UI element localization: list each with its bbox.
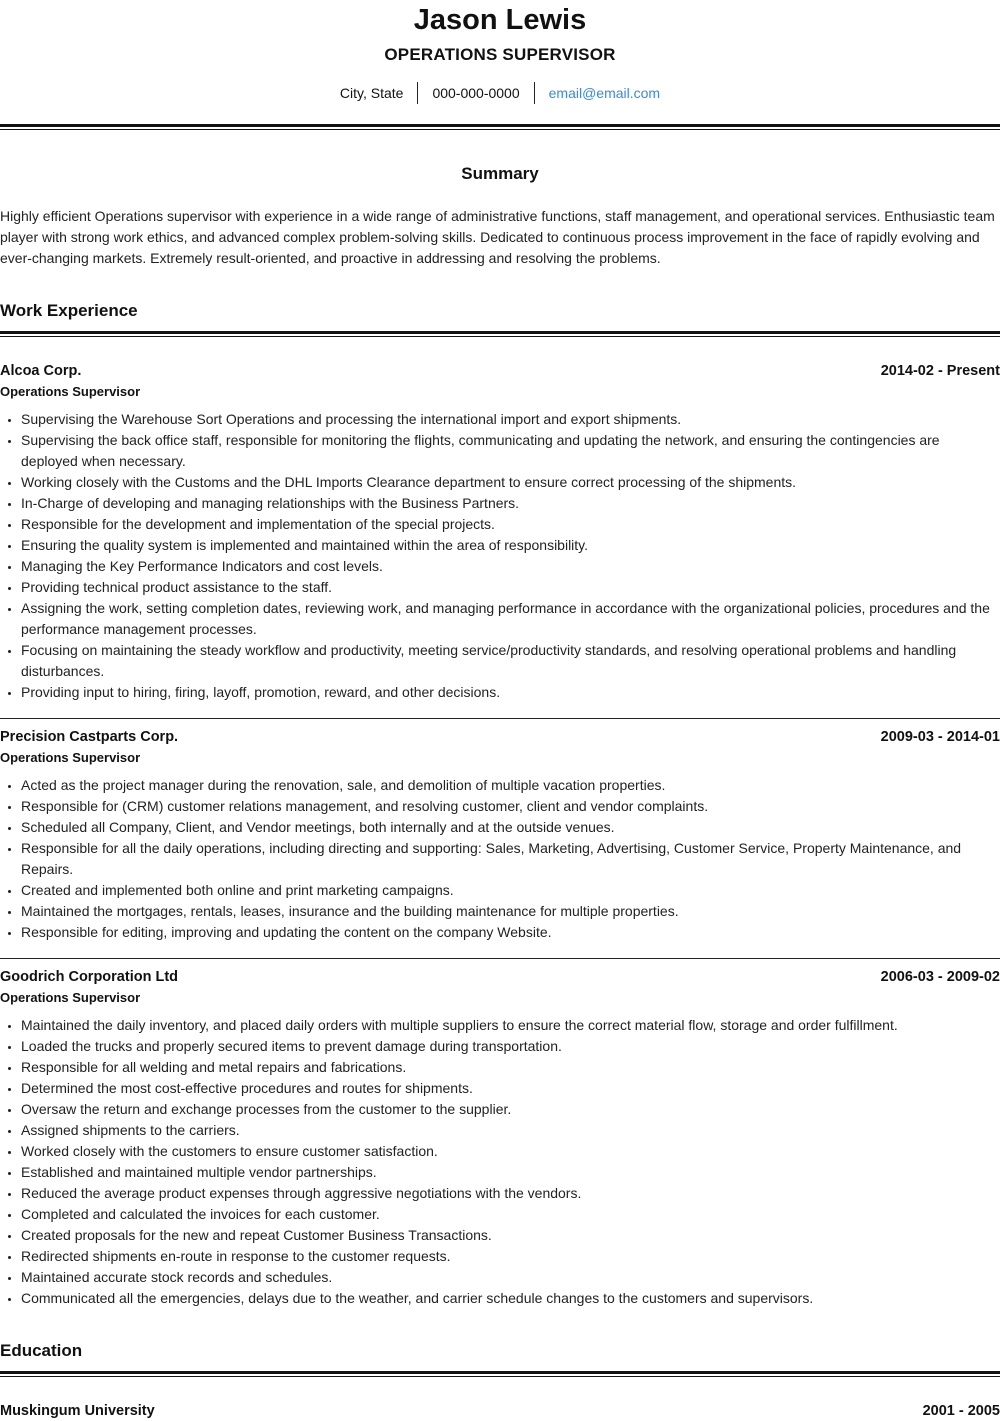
job-bullet: • Determined the most cost-effective procedures and routes for shipments. — [21, 1078, 1000, 1099]
job-header — [0, 361, 1000, 381]
job-company: Precision Castparts Corp. — [0, 729, 179, 745]
job-dates: 2009-03 - 2014-01 — [880, 729, 1000, 745]
job-divider — [0, 718, 1000, 719]
job-bullet: • Completed and calculated the invoices for each customer. — [21, 1204, 1000, 1225]
job-company: Goodrich Corporation Ltd — [0, 969, 179, 985]
job-bullet: • Maintained the daily inventory, and placed daily orders with multiple suppliers to ensure the correct material flow, storage and order fulfillment. — [21, 1015, 1000, 1036]
education-divider — [0, 1371, 1000, 1377]
education-heading: Education — [0, 1341, 83, 1360]
candidate-name: Jason Lewis — [413, 4, 587, 36]
job-bullet: • Supervising the back office staff, responsible for monitoring the flights, communicating and updating the network, and ensuring the contingencies are deployed when necessary. — [21, 430, 1000, 472]
job-bullet: • Acted as the project manager during the renovation, sale, and demolition of multiple vacation properties. — [21, 775, 1000, 796]
job-bullet: • Working closely with the Customs and the DHL Imports Clearance department to ensure correct processing of the shipments. — [21, 472, 1000, 493]
job-bullet: • Scheduled all Company, Client, and Vendor meetings, both internally and at the outside venues. — [21, 817, 1000, 838]
job-bullet: • Reduced the average product expenses through aggressive negotiations with the vendors. — [21, 1183, 1000, 1204]
summary-heading: Summary — [461, 164, 539, 183]
job-bullet: • Assigning the work, setting completion dates, reviewing work, and managing performance in accordance with the organizational policies, procedures and the performance management processes. — [21, 598, 1000, 640]
job-divider — [0, 958, 1000, 959]
candidate-title: OPERATIONS SUPERVISOR — [384, 45, 616, 64]
job-role: Operations Supervisor — [0, 384, 141, 399]
job-bullet: • Responsible for all welding and metal repairs and fabrications. — [21, 1057, 1000, 1078]
job-bullet: • Created and implemented both online and print marketing campaigns. — [21, 880, 1000, 901]
job-bullet: • Redirected shipments en-route in response to the customer requests. — [21, 1246, 1000, 1267]
contact-email-link[interactable]: email@email.com — [548, 85, 661, 101]
contact-location: City, State — [339, 85, 404, 101]
job-role: Operations Supervisor — [0, 990, 141, 1005]
education-entry — [0, 1401, 1000, 1421]
work-experience-divider — [0, 331, 1000, 337]
job-header — [0, 727, 1000, 747]
job-bullet: • Established and maintained multiple vendor partnerships. — [21, 1162, 1000, 1183]
job-entry — [0, 967, 1000, 1309]
job-role: Operations Supervisor — [0, 750, 141, 765]
job-bullet: • Ensuring the quality system is implemented and maintained within the area of responsibility. — [21, 535, 1000, 556]
job-bullet: • Assigned shipments to the carriers. — [21, 1120, 1000, 1141]
job-bullet: • Maintained accurate stock records and schedules. — [21, 1267, 1000, 1288]
job-bullet: • Responsible for the development and implementation of the special projects. — [21, 514, 1000, 535]
summary-text: Highly efficient Operations supervisor with experience in a wide range of administrative functions, staff management, and operational services. Enthusiastic team player with strong work ethics, and advanced complex problem-solving skills. Dedicated to continuous process improvement in the face of rapidly evolving and ever-changing markets. Extremely result-oriented, and proactive in addressing and resolving the problems. — [0, 208, 995, 266]
job-bullet: • Loaded the trucks and properly secured items to prevent damage during transportation. — [21, 1036, 1000, 1057]
job-bullet: • Providing technical product assistance to the staff. — [21, 577, 1000, 598]
contact-phone: 000-000-0000 — [432, 85, 520, 101]
job-bullet: • Responsible for all the daily operations, including directing and supporting: Sales, Marketing, Advertising, Customer Service, Property Maintenance, and Repairs. — [21, 838, 1000, 880]
education-header — [0, 1401, 1000, 1421]
resume-header — [0, 0, 1000, 105]
job-bullet: • Responsible for (CRM) customer relations management, and resolving customer, client and vendor complaints. — [21, 796, 1000, 817]
education-dates: 2001 - 2005 — [922, 1403, 1000, 1419]
job-bullet: • Managing the Key Performance Indicators and cost levels. — [21, 556, 1000, 577]
job-dates: 2006-03 - 2009-02 — [880, 969, 1000, 985]
job-bullet: • Focusing on maintaining the steady workflow and productivity, meeting service/productivity standards, and resolving operational problems and handling disturbances. — [21, 640, 1000, 682]
job-bullets — [0, 1015, 1000, 1309]
job-bullet: • Created proposals for the new and repeat Customer Business Transactions. — [21, 1225, 1000, 1246]
job-bullet: • Responsible for editing, improving and updating the content on the company Website. — [21, 922, 1000, 943]
job-bullet: • Worked closely with the customers to ensure customer satisfaction. — [21, 1141, 1000, 1162]
job-bullet: • Communicated all the emergencies, delays due to the weather, and carrier schedule changes to the customers and supervisors. — [21, 1288, 1000, 1309]
job-bullet: • Supervising the Warehouse Sort Operations and processing the international import and export shipments. — [21, 409, 1000, 430]
job-bullet: • Oversaw the return and exchange processes from the customer to the supplier. — [21, 1099, 1000, 1120]
job-bullet: • Providing input to hiring, firing, layoff, promotion, reward, and other decisions. — [21, 682, 1000, 703]
job-bullets — [0, 775, 1000, 943]
job-bullet: • In-Charge of developing and managing relationships with the Business Partners. — [21, 493, 1000, 514]
header-divider — [0, 124, 1000, 130]
education-school: Muskingum University — [0, 1403, 155, 1419]
job-entry — [0, 727, 1000, 943]
job-entry — [0, 361, 1000, 703]
job-bullet: • Maintained the mortgages, rentals, leases, insurance and the building maintenance for multiple properties. — [21, 901, 1000, 922]
job-dates: 2014-02 - Present — [880, 363, 1000, 379]
job-bullets — [0, 409, 1000, 703]
work-experience-heading: Work Experience — [0, 301, 138, 320]
job-header — [0, 967, 1000, 987]
contact-info — [0, 81, 1000, 105]
job-company: Alcoa Corp. — [0, 363, 82, 379]
